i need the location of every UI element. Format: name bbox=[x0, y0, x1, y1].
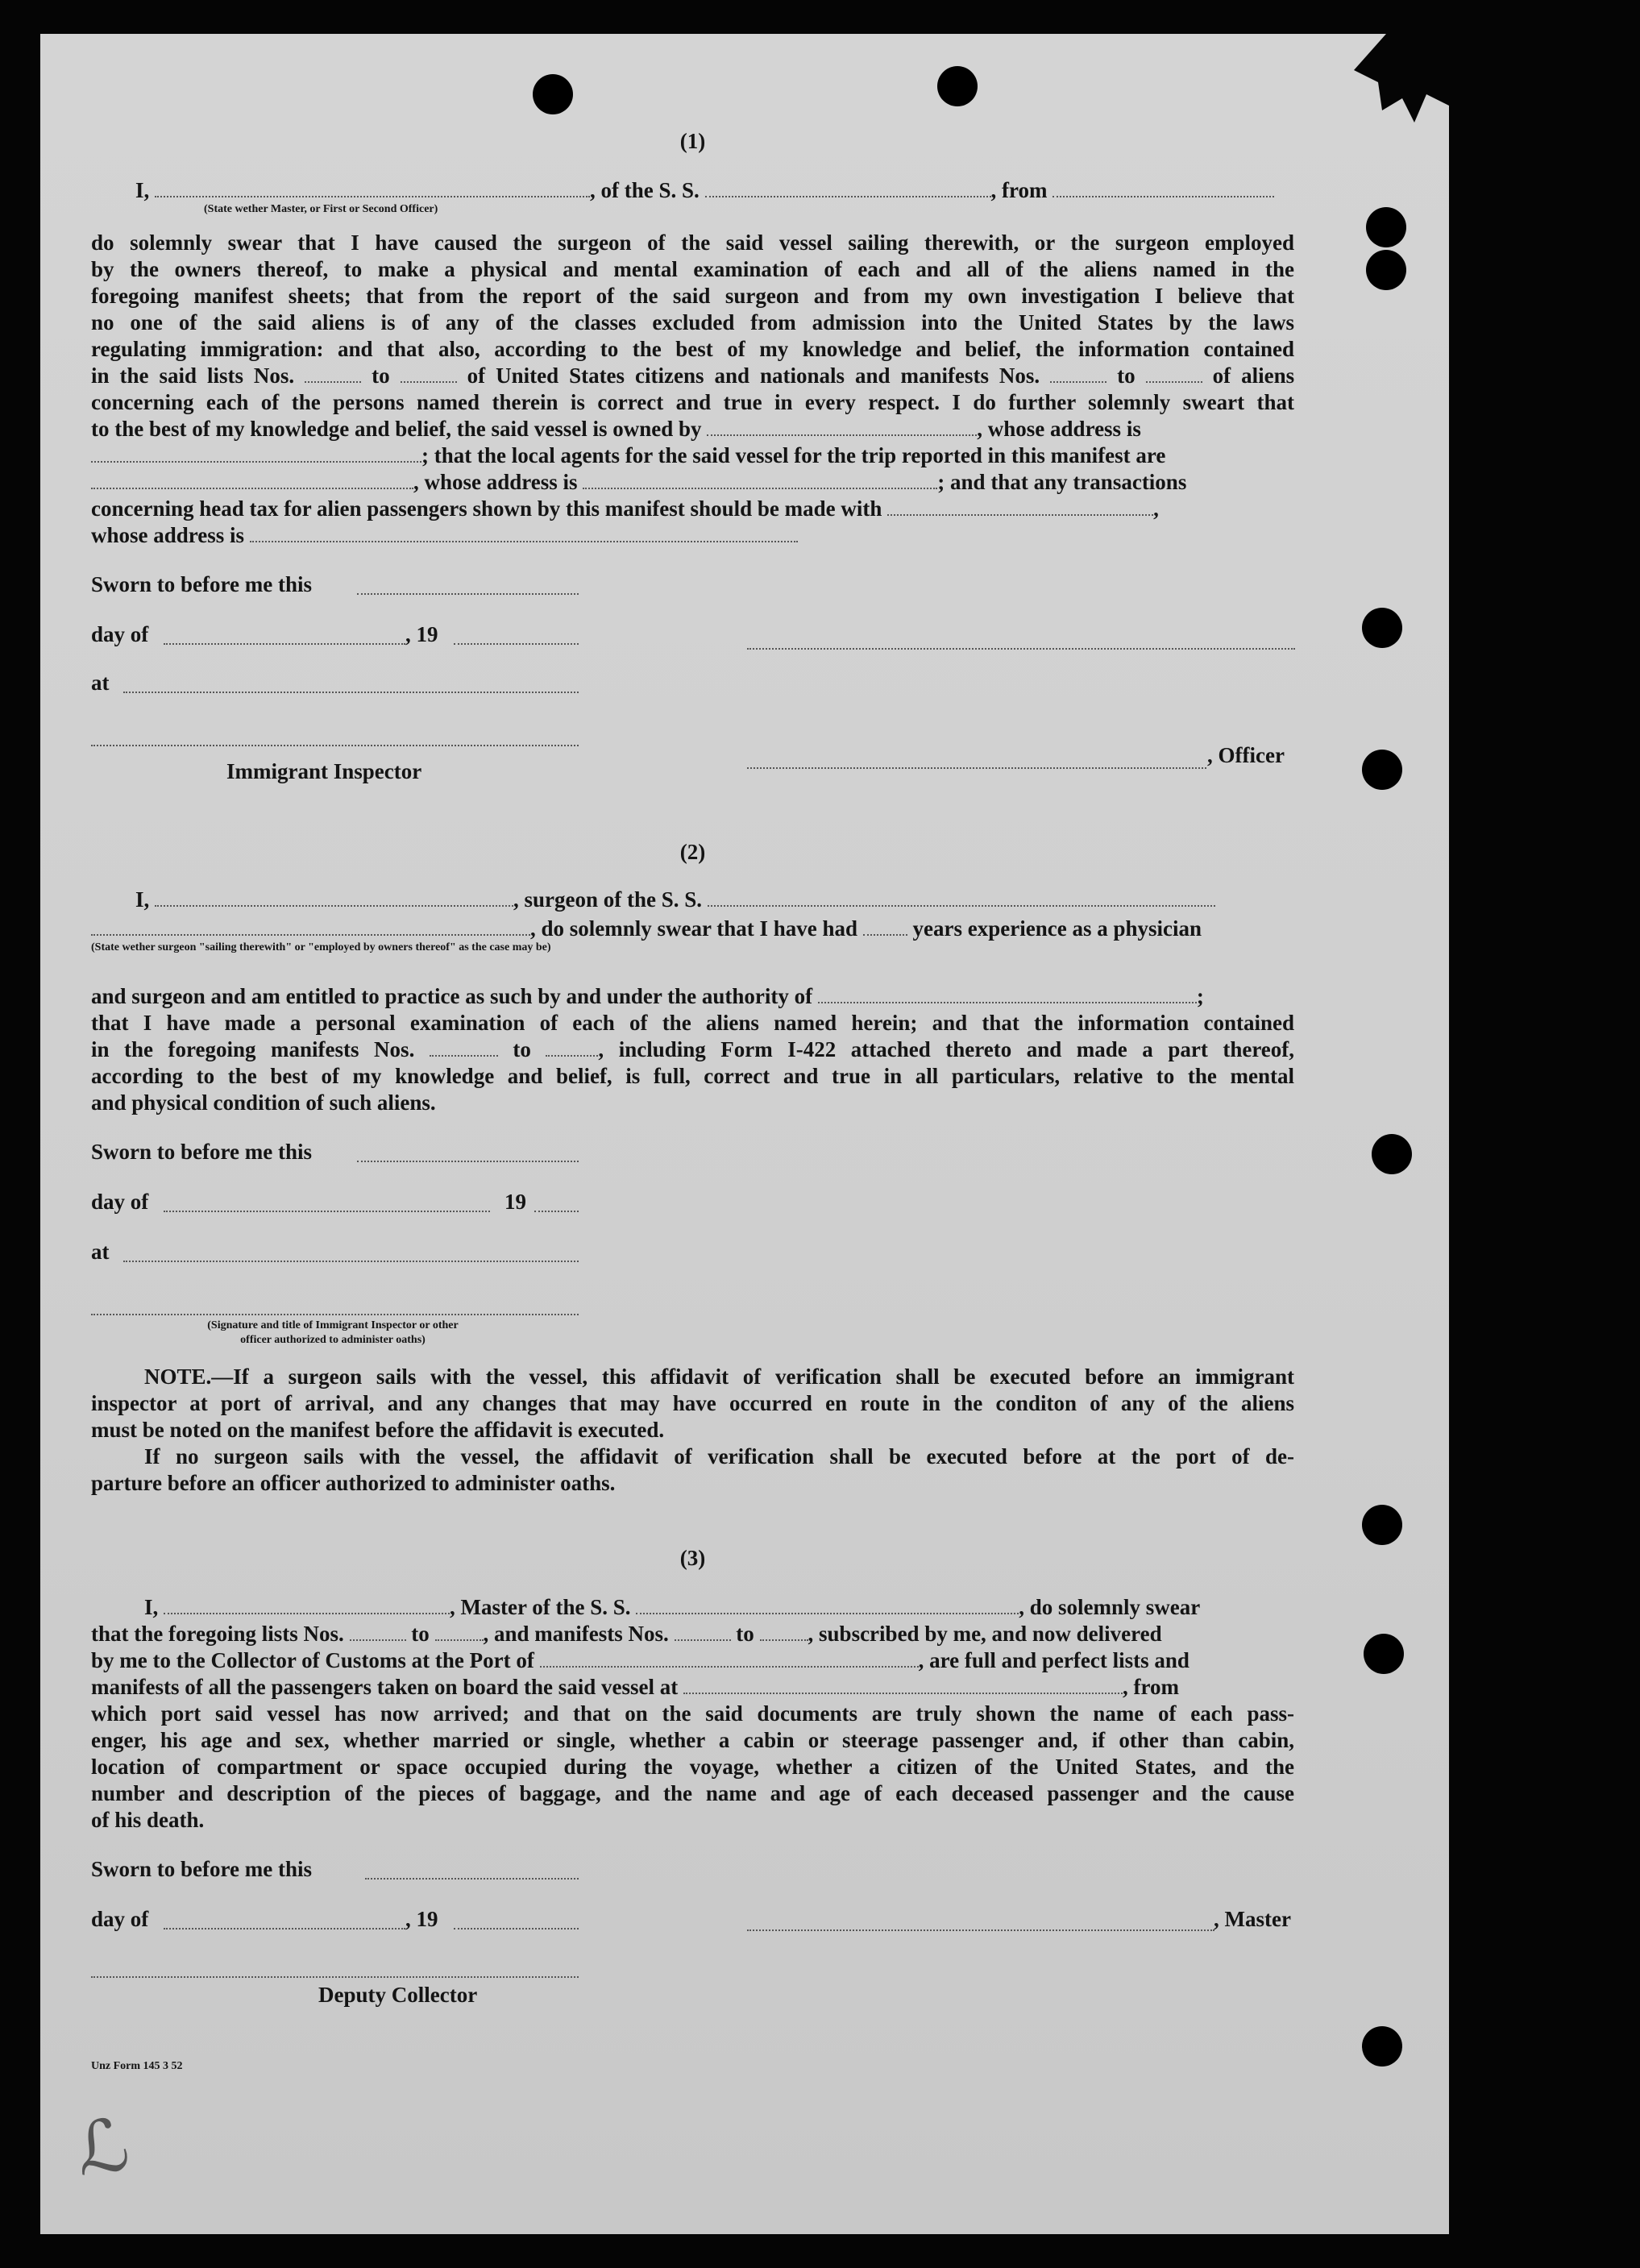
transactions-label: ; and that any transactions bbox=[937, 470, 1187, 494]
collector-signature-field[interactable] bbox=[91, 1975, 579, 1978]
master-oath-line bbox=[91, 177, 1294, 203]
surgeon-ship-field[interactable] bbox=[708, 891, 1215, 907]
officer-signature-field[interactable] bbox=[747, 766, 1206, 769]
master-list-to-field[interactable] bbox=[435, 1625, 484, 1641]
oath-text-9 bbox=[91, 442, 1294, 468]
note-text-2: inspector at port of arrival, and any changes that may have occurred en route in the conditon of any of the aliens bbox=[91, 1391, 1294, 1415]
from-label: , from bbox=[990, 178, 1048, 202]
day-label-2: day of bbox=[91, 1190, 149, 1214]
master-text-5: which port said vessel has now arrived; and that on the said documents are truly shown the name of each pass- bbox=[91, 1701, 1294, 1726]
master-pronoun: I, bbox=[144, 1595, 159, 1619]
punch-hole bbox=[1364, 1634, 1404, 1674]
surgeon-name-field[interactable] bbox=[155, 891, 513, 907]
day-label-3: day of bbox=[91, 1907, 149, 1931]
to-label: to bbox=[372, 363, 390, 388]
punch-hole bbox=[1362, 608, 1402, 648]
sworn-label-2: Sworn to before me this bbox=[91, 1140, 312, 1164]
collector-label: by me to the Collector of Customs at the Port of bbox=[91, 1648, 534, 1672]
year-field-2[interactable] bbox=[534, 1209, 579, 1212]
master-name-field[interactable] bbox=[164, 1598, 450, 1614]
sworn-date-field-2[interactable] bbox=[357, 1159, 579, 1162]
place-field-1[interactable] bbox=[123, 690, 579, 693]
form-i422-label: , including Form I-422 attached thereto and made a part thereof, bbox=[598, 1037, 1295, 1061]
manifests-label: , and manifests Nos. bbox=[483, 1622, 669, 1646]
year-field-1[interactable] bbox=[454, 642, 579, 645]
aliens-label: of aliens bbox=[1212, 363, 1295, 388]
officer-label: , Officer bbox=[1207, 743, 1285, 767]
head-tax-party-field[interactable] bbox=[887, 500, 1153, 516]
signature-caption bbox=[139, 1319, 526, 1348]
oath-text-2: by the owners thereof, to make a physical and mental examination of each and all of the aliens named in the bbox=[91, 257, 1294, 281]
year-label-3: , 19 bbox=[405, 1907, 438, 1931]
punch-hole bbox=[1366, 207, 1406, 247]
lists-label: in the said lists Nos. bbox=[91, 363, 295, 388]
master-text-8: number and description of the pieces of baggage, and the name and age of each deceased passenger and the cause bbox=[91, 1781, 1294, 1805]
oath-text-4: no one of the said aliens is of any of the classes excluded from admission into the United States by the laws bbox=[91, 310, 1294, 334]
surgeon-text-4: according to the best of my knowledge and belief, is full, correct and true in all particulars, relative to the mental bbox=[91, 1064, 1294, 1088]
sworn-label-3: Sworn to before me this bbox=[91, 1857, 312, 1881]
inspector-signature-field-2[interactable] bbox=[91, 1312, 579, 1315]
officer-rank-hint: (State wether Master, or First or Second Officer) bbox=[204, 203, 438, 215]
oath-text-10 bbox=[91, 469, 1294, 495]
punch-hole bbox=[1372, 1134, 1412, 1174]
note-text-1 bbox=[91, 1364, 1294, 1389]
year-label-1: , 19 bbox=[405, 622, 438, 646]
master-text-7: location of compartment or space occupied during the voyage, whether a citizen of the United States, and the bbox=[91, 1755, 1294, 1779]
surgeon-manifest-to-field[interactable] bbox=[546, 1041, 598, 1057]
day-field-2[interactable] bbox=[164, 1209, 490, 1212]
oath-text-11 bbox=[91, 496, 1294, 521]
inspector-signature-field[interactable] bbox=[91, 743, 579, 746]
surgeon-text-1 bbox=[91, 983, 1294, 1009]
owner-address-field[interactable] bbox=[91, 447, 421, 463]
surgeon-text-2: that I have made a personal examination of each of the aliens named herein; and that the information contained bbox=[91, 1011, 1294, 1035]
agents-label: ; that the local agents for the said vessel for the trip reported in this manifest are bbox=[421, 443, 1166, 467]
manifest-from-field[interactable] bbox=[1050, 367, 1106, 383]
surgeon-oath-line bbox=[91, 887, 1294, 912]
surgeon-status-hint: (State wether surgeon "sailing therewith" or "employed by owners thereof" as the case may be) bbox=[91, 941, 551, 953]
note-no-surgeon: If no surgeon sails with the vessel, the affidavit of verification shall be executed before at the port of de- bbox=[144, 1444, 1294, 1468]
oath-text-8 bbox=[91, 416, 1294, 442]
lists-label: that the foregoing lists Nos. bbox=[91, 1622, 344, 1646]
oath-text-12 bbox=[91, 522, 1294, 548]
owner-label: to the best of my knowledge and belief, the said vessel is owned by bbox=[91, 417, 702, 441]
year-label-2: 19 bbox=[504, 1190, 526, 1214]
at-label-1: at bbox=[91, 671, 110, 695]
document-sheet bbox=[40, 34, 1449, 2234]
manifest-to-field[interactable] bbox=[1146, 367, 1202, 383]
ship-name-field[interactable] bbox=[705, 181, 991, 197]
surgeon-status-field[interactable] bbox=[91, 920, 530, 936]
oath-text-6 bbox=[91, 363, 1294, 388]
master-text-6: enger, his age and sex, whether married or single, whether a cabin or steerage passenger and, if other than cabin, bbox=[91, 1728, 1294, 1752]
agents-address-field[interactable] bbox=[583, 473, 937, 489]
deputy-collector-label: Deputy Collector bbox=[318, 1983, 478, 2007]
master-manifest-from-field[interactable] bbox=[675, 1625, 731, 1641]
signature-caption-line-1: (Signature and title of Immigrant Inspector or other bbox=[207, 1319, 459, 1331]
boarding-port-field[interactable] bbox=[683, 1678, 1123, 1694]
list-from-field[interactable] bbox=[305, 367, 361, 383]
note-label: NOTE.—If a surgeon sails with the vessel, this affidavit of verification shall be executed before an immigrant bbox=[144, 1365, 1294, 1389]
master-manifest-to-field[interactable] bbox=[760, 1625, 808, 1641]
master-text-9: of his death. bbox=[91, 1808, 205, 1832]
master-text-4 bbox=[91, 1674, 1294, 1700]
surgeon-swear-label: , do solemnly swear that I have had bbox=[530, 916, 858, 941]
place-field-2[interactable] bbox=[123, 1259, 579, 1262]
to-label: to bbox=[736, 1622, 754, 1646]
master-oath-line-3 bbox=[91, 1594, 1294, 1620]
list-to-field[interactable] bbox=[401, 367, 457, 383]
master-ship-label: , Master of the S. S. bbox=[450, 1595, 631, 1619]
note-text-3: must be noted on the manifest before the affidavit is executed. bbox=[91, 1418, 665, 1442]
sworn-label-1: Sworn to before me this bbox=[91, 572, 312, 596]
address-label: , whose address is bbox=[977, 417, 1141, 441]
oath-text-5: regulating immigration: and that also, according to the best of my knowledge and belief, the information contained bbox=[91, 337, 1294, 361]
head-tax-label: concerning head tax for alien passengers shown by this manifest should be made with bbox=[91, 496, 882, 521]
year-field-3[interactable] bbox=[454, 1926, 579, 1929]
from-label: , from bbox=[1123, 1675, 1179, 1699]
punch-hole bbox=[1362, 750, 1402, 790]
surgeon-oath-line-2 bbox=[91, 916, 1294, 941]
oath-text-7: concerning each of the persons named therein is correct and true in every respect. I do further solemnly sweart that bbox=[91, 390, 1294, 414]
punch-hole bbox=[937, 66, 978, 106]
note-text-4 bbox=[91, 1443, 1294, 1469]
punch-hole bbox=[1362, 2026, 1402, 2067]
surgeon-manifest-from-field[interactable] bbox=[430, 1041, 498, 1057]
section-number-2: (2) bbox=[679, 840, 706, 864]
surgeon-ship-label: , surgeon of the S. S. bbox=[513, 887, 703, 912]
master-ship-field[interactable] bbox=[636, 1598, 1019, 1614]
semicolon: ; bbox=[1196, 984, 1204, 1008]
day-label-1: day of bbox=[91, 622, 149, 646]
master-signature-field[interactable] bbox=[747, 1928, 1214, 1931]
officer-signature-field-top[interactable] bbox=[747, 646, 1295, 650]
years-experience-field[interactable] bbox=[863, 920, 907, 936]
board-label: manifests of all the passengers taken on board the said vessel at bbox=[91, 1675, 679, 1699]
immigrant-inspector-label: Immigrant Inspector bbox=[226, 759, 422, 783]
oath-text-1: do solemnly swear that I have caused the surgeon of the said vessel sailing therewith, or the surgeon employed bbox=[91, 231, 1294, 255]
sworn-date-field-3[interactable] bbox=[365, 1876, 579, 1880]
head-tax-address-label: whose address is bbox=[91, 523, 245, 547]
agents-field[interactable] bbox=[91, 473, 413, 489]
at-label-2: at bbox=[91, 1240, 110, 1264]
manifests-label: in the foregoing manifests Nos. bbox=[91, 1037, 415, 1061]
form-number: Unz Form 145 3 52 bbox=[91, 2060, 183, 2072]
day-field-3[interactable] bbox=[164, 1926, 405, 1929]
signature-caption-line-2: officer authorized to administer oaths) bbox=[240, 1334, 426, 1346]
handwritten-mark: ℒ bbox=[71, 2101, 135, 2194]
master-label: , Master bbox=[1214, 1907, 1291, 1931]
day-field-1[interactable] bbox=[164, 642, 405, 645]
to-label: to bbox=[513, 1037, 531, 1061]
surgeon-text-3 bbox=[91, 1036, 1294, 1062]
subscribed-label: , subscribed by me, and now delivered bbox=[808, 1622, 1162, 1646]
comma: , bbox=[1153, 496, 1159, 521]
owner-field[interactable] bbox=[707, 420, 977, 436]
authority-field[interactable] bbox=[818, 987, 1197, 1003]
departure-port-field[interactable] bbox=[1053, 181, 1274, 197]
agents-address-label: , whose address is bbox=[413, 470, 578, 494]
oath-text-3: foregoing manifest sheets; that from the report of the said surgeon and from my own investigation I believe that bbox=[91, 284, 1294, 308]
section-number-1: (1) bbox=[679, 129, 706, 153]
port-field[interactable] bbox=[540, 1651, 919, 1668]
citizens-label: of United States citizens and nationals and manifests Nos. bbox=[467, 363, 1040, 388]
to-label: to bbox=[1117, 363, 1136, 388]
master-text-2 bbox=[91, 1621, 1294, 1647]
physician-label: years experience as a physician bbox=[912, 916, 1202, 941]
surgeon-pronoun: I, bbox=[135, 887, 150, 912]
master-oath-pronoun: I, bbox=[135, 178, 150, 202]
authority-label: and surgeon and am entitled to practice as such by and under the authority of bbox=[91, 984, 813, 1008]
officer-name-field[interactable] bbox=[155, 181, 590, 197]
punch-hole bbox=[1362, 1505, 1402, 1545]
head-tax-address-field[interactable] bbox=[250, 526, 798, 542]
punch-hole bbox=[1366, 250, 1406, 290]
section-number-3: (3) bbox=[679, 1546, 706, 1570]
sworn-date-field-1[interactable] bbox=[357, 592, 579, 595]
master-list-from-field[interactable] bbox=[350, 1625, 406, 1641]
punch-hole bbox=[533, 74, 573, 114]
master-text-3 bbox=[91, 1647, 1294, 1673]
to-label: to bbox=[411, 1622, 430, 1646]
note-text-5: parture before an officer authorized to administer oaths. bbox=[91, 1471, 616, 1495]
perfect-lists-label: , are full and perfect lists and bbox=[918, 1648, 1190, 1672]
swear-label: , do solemnly swear bbox=[1019, 1595, 1201, 1619]
surgeon-text-5: and physical condition of such aliens. bbox=[91, 1090, 436, 1115]
ship-label: , of the S. S. bbox=[590, 178, 700, 202]
torn-corner bbox=[1338, 34, 1449, 131]
